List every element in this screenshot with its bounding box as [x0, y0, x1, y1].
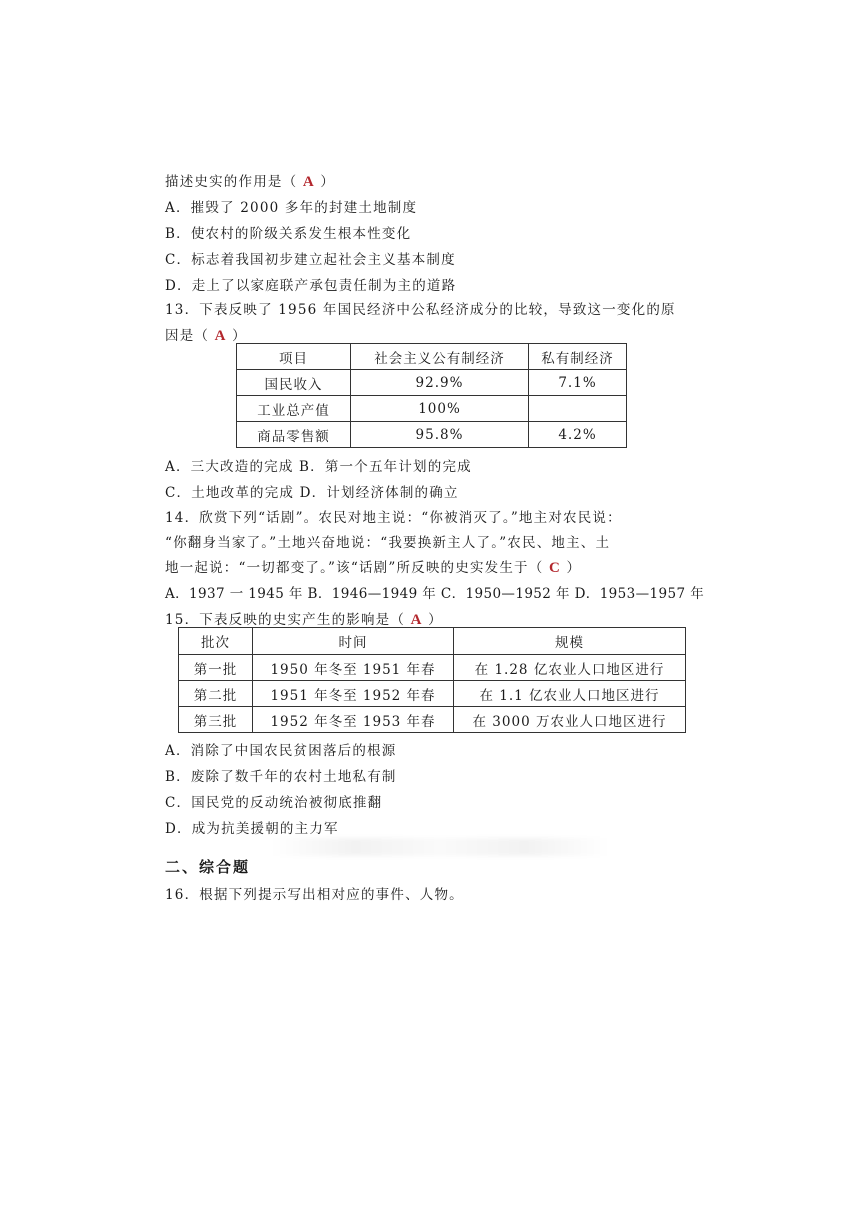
answer-mark: C [548, 560, 562, 576]
table-cell: 国民收入 [237, 370, 351, 396]
table-cell: 95.8% [351, 422, 529, 448]
table-header: 批次 [179, 628, 253, 655]
table-cell: 在 3000 万农业人口地区进行 [454, 707, 686, 733]
q15-option-b: B．废除了数千年的农村土地私有制 [165, 769, 397, 785]
question-12-stem: 描述史实的作用是（ A ） [165, 174, 336, 190]
table-header-row [237, 344, 627, 370]
table-header-row [179, 628, 686, 655]
answer-mark: A [214, 328, 227, 344]
question-16-stem: 16．根据下列提示写出相对应的事件、人物。 [165, 887, 464, 903]
table-cell: 第二批 [179, 681, 253, 707]
table-header: 规模 [454, 628, 686, 655]
q13-options-line2: C．土地改革的完成 D．计划经济体制的确立 [165, 485, 459, 501]
table-header: 项目 [237, 344, 351, 370]
table-row [237, 422, 627, 448]
table-cell: 100% [351, 396, 529, 422]
table-cell: 在 1.1 亿农业人口地区进行 [454, 681, 686, 707]
table-row [179, 681, 686, 707]
table-row [179, 707, 686, 733]
table-cell: 4.2% [529, 422, 627, 448]
answer-mark: A [410, 612, 423, 628]
table-cell: 1951 年冬至 1952 年春 [253, 681, 454, 707]
question-13-stem-line1: 13．下表反映了 1956 年国民经济中公私经济成分的比较，导致这一变化的原 [165, 302, 676, 318]
option-d: D．走上了以家庭联产承包责任制为主的道路 [165, 278, 457, 294]
table-cell: 工业总产值 [237, 396, 351, 422]
question-14-stem-line3: 地一起说：“一切都变了。”该“话剧”所反映的史实发生于（ C ） [165, 560, 582, 576]
answer-mark: A [302, 174, 315, 190]
table-cell: 第三批 [179, 707, 253, 733]
table-cell: 在 1.28 亿农业人口地区进行 [454, 655, 686, 681]
q13-options-line1: A．三大改造的完成 B．第一个五年计划的完成 [165, 459, 472, 475]
question-14-stem-line1: 14．欣赏下列“话剧”。农民对地主说：“你被消灭了。”地主对农民说： [165, 510, 622, 526]
table-header: 私有制经济 [529, 344, 627, 370]
table-header: 时间 [253, 628, 454, 655]
table-cell: 第一批 [179, 655, 253, 681]
question-14-stem-line2: “你翻身当家了。”土地兴奋地说：“我要换新主人了。”农民、地主、土 [165, 535, 611, 551]
table-cell [529, 396, 627, 422]
section-heading: 二、综合题 [165, 858, 251, 876]
table-header: 社会主义公有制经济 [351, 344, 529, 370]
option-b: B．使农村的阶级关系发生根本性变化 [165, 226, 412, 242]
scan-smudge [270, 838, 610, 856]
table-cell: 商品零售额 [237, 422, 351, 448]
q13-table [236, 343, 627, 448]
q15-table [178, 627, 686, 733]
option-a: A．摧毁了 2000 多年的封建土地制度 [165, 200, 418, 216]
option-c: C．标志着我国初步建立起社会主义基本制度 [165, 252, 456, 268]
table-row [237, 396, 627, 422]
table-cell: 7.1% [529, 370, 627, 396]
question-15-stem: 15．下表反映的史实产生的影响是（ A ） [165, 612, 443, 628]
q14-options: A．1937 一 1945 年 B．1946—1949 年 C．1950—1952 年 D．1953—1957 年 [165, 586, 705, 602]
table-cell: 92.9% [351, 370, 529, 396]
table-row [179, 655, 686, 681]
table-cell: 1952 年冬至 1953 年春 [253, 707, 454, 733]
question-13-stem-line2: 因是（ A ） [165, 328, 247, 344]
table-cell: 1950 年冬至 1951 年春 [253, 655, 454, 681]
q15-option-a: A．消除了中国农民贫困落后的根源 [165, 743, 397, 759]
q15-option-c: C．国民党的反动统治被彻底推翻 [165, 795, 383, 811]
q15-option-d: D．成为抗美援朝的主力军 [165, 821, 339, 837]
table-row [237, 370, 627, 396]
